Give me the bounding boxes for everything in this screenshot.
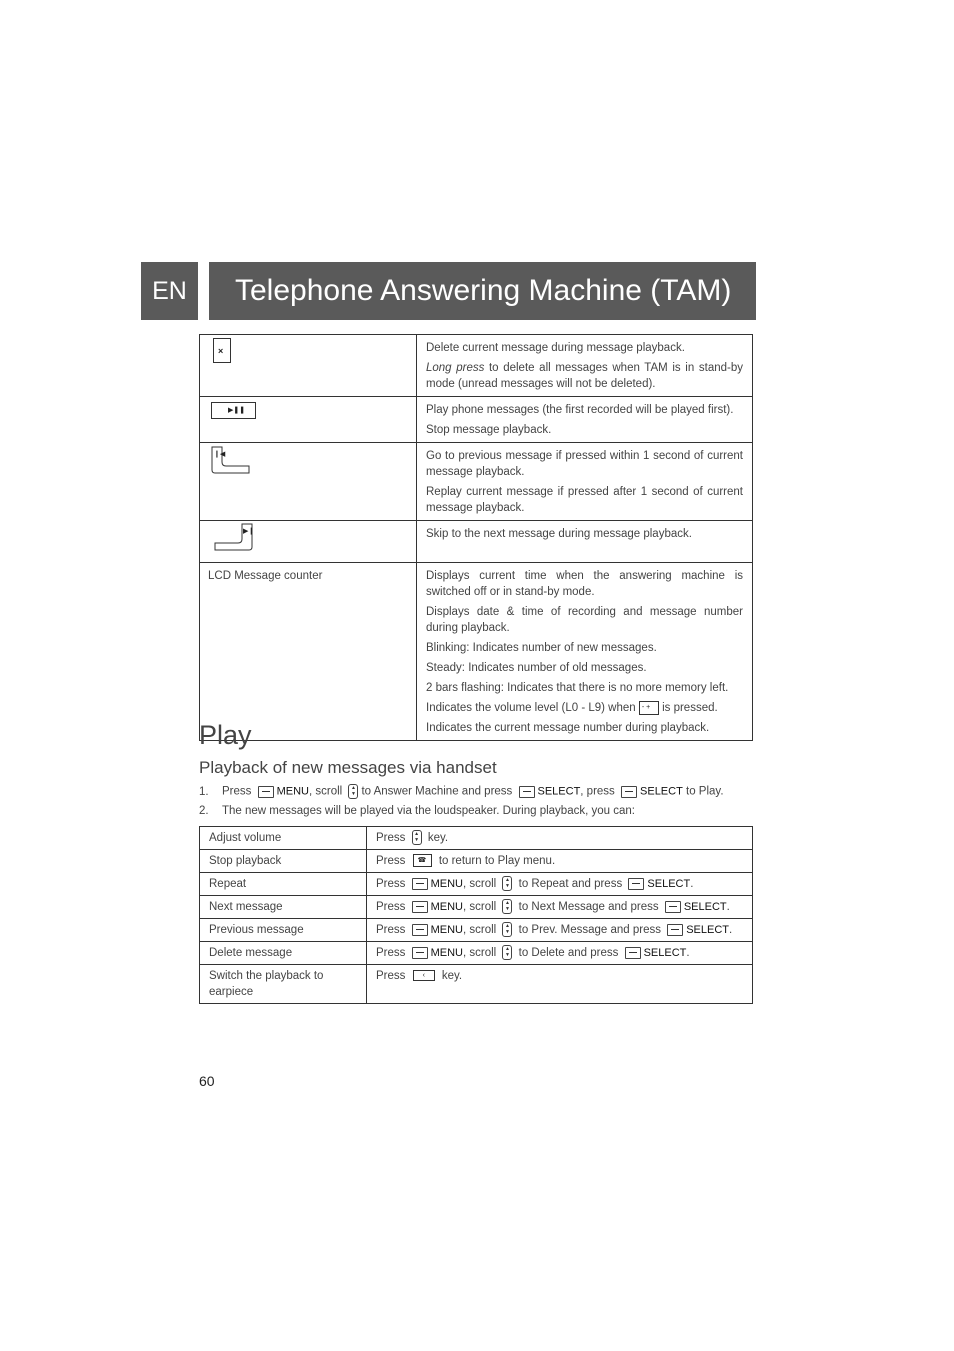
action-cell: Previous message <box>200 919 367 942</box>
instruction-text: . <box>728 924 733 936</box>
instruction-cell <box>367 896 753 919</box>
select-softkey-icon <box>625 947 641 959</box>
description-cell <box>417 443 753 521</box>
description-text: Go to previous message if pressed within 1 second of current message playback. <box>426 450 743 478</box>
description-cell <box>417 521 753 563</box>
step-text: , press <box>580 785 615 798</box>
description-text <box>426 700 743 716</box>
step-2 <box>199 805 635 817</box>
page-title-bar <box>209 262 756 320</box>
description-text: Stop message playback. <box>426 424 552 436</box>
description-text: Replay current message if pressed after 1 second of current message playback. <box>426 486 743 514</box>
instruction-text: key. <box>427 832 449 844</box>
lcd-counter-label: LCD Message counter <box>208 570 323 582</box>
description-text: Skip to the next message during message playback. <box>426 528 692 540</box>
play-stop-key-icon: ▶❚❚ <box>211 402 256 419</box>
description-text: is pressed. <box>658 702 718 714</box>
description-text: Steady: Indicates number of old messages. <box>426 662 647 674</box>
instruction-text: . <box>686 947 690 959</box>
scroll-key-icon: ▲ ▼ <box>502 945 512 960</box>
table-row <box>200 919 753 942</box>
page-title: Telephone Answering Machine (TAM) <box>235 274 732 307</box>
instruction-cell <box>367 873 753 896</box>
description-text: Displays current time when the answering machine is switched off or in stand-by mode. <box>426 570 743 598</box>
instruction-text: to Delete and press <box>518 947 619 959</box>
action-cell: Delete message <box>200 942 367 965</box>
instruction-cell <box>367 827 753 850</box>
step-number: 2. <box>199 805 209 817</box>
description-text: Play phone messages (the first recorded will be played first). <box>426 404 734 416</box>
description-text: 2 bars flashing: Indicates that there is no more memory left. <box>426 682 729 694</box>
language-code: EN <box>152 276 187 305</box>
menu-softkey-icon <box>412 947 428 959</box>
menu-softkey-icon <box>412 878 428 890</box>
section-heading-play: Play <box>199 720 252 750</box>
table-row <box>200 965 753 1004</box>
next-key-icon <box>211 523 253 553</box>
menu-softkey-icon <box>412 924 428 936</box>
description-text: Indicates the current message number during playback. <box>426 722 710 734</box>
previous-key-icon <box>211 446 253 476</box>
description-cell <box>417 397 753 443</box>
instruction-cell <box>367 919 753 942</box>
action-cell: Adjust volume <box>200 827 367 850</box>
description-text: to delete all messages when TAM is in stand-by mode (unread messages will not be deleted). <box>426 362 743 390</box>
description-text <box>426 360 743 392</box>
step-text: to Play. <box>686 785 724 798</box>
table-row <box>200 896 753 919</box>
action-cell: Repeat <box>200 873 367 896</box>
select-softkey-icon <box>628 878 644 890</box>
key-cell <box>200 397 417 443</box>
menu-softkey-icon <box>412 901 428 913</box>
instruction-text: , scroll <box>463 947 497 959</box>
emphasis-text: Long press <box>426 362 485 374</box>
end-call-key-icon: ☎ <box>413 854 432 867</box>
description-text: Displays date & time of recording and message number during playback. <box>426 606 743 634</box>
step-text: The new messages will be played via the loudspeaker. During playback, you can: <box>222 805 635 817</box>
action-cell: Stop playback <box>200 850 367 873</box>
instruction-text: . <box>690 878 694 890</box>
instruction-cell <box>367 942 753 965</box>
step-text: , scroll <box>309 785 343 798</box>
scroll-key-icon: ▲ ▼ <box>348 784 358 799</box>
description-text: Delete current message during message playback. <box>426 342 685 354</box>
table-row <box>200 397 753 443</box>
volume-key-icon: - + <box>639 701 659 715</box>
step-number: 1. <box>199 785 209 798</box>
select-softkey-icon <box>665 901 681 913</box>
action-cell: Next message <box>200 896 367 919</box>
step-1 <box>199 784 724 799</box>
key-cell <box>200 521 417 563</box>
subsection-heading: Playback of new messages via handset <box>199 758 497 777</box>
menu-label: MENU <box>430 901 463 913</box>
table-row <box>200 443 753 521</box>
menu-label: MENU <box>276 785 309 798</box>
menu-label: MENU <box>430 947 463 959</box>
select-label: SELECT <box>683 901 727 913</box>
handsfree-key-icon: ‹ <box>413 970 435 981</box>
step-text: Press <box>222 785 252 798</box>
instruction-text: Press <box>376 855 406 867</box>
menu-softkey-icon <box>258 786 274 798</box>
instruction-text: Press <box>376 924 406 936</box>
instruction-text: Press <box>376 832 406 844</box>
key-cell <box>200 563 417 741</box>
instruction-text: to return to Play menu. <box>438 855 556 867</box>
key-cell <box>200 443 417 521</box>
scroll-key-icon: ▲ ▼ <box>502 876 512 891</box>
description-cell <box>417 563 753 741</box>
description-text: Indicates the volume level (L0 - L9) when <box>426 702 639 714</box>
table-row <box>200 850 753 873</box>
instruction-text: Press <box>376 970 406 982</box>
select-softkey-icon <box>519 786 535 798</box>
table-row <box>200 563 753 741</box>
key-cell <box>200 335 417 397</box>
instruction-cell <box>367 850 753 873</box>
table-row <box>200 942 753 965</box>
table-row <box>200 335 753 397</box>
scroll-key-icon: ▲ ▼ <box>502 899 512 914</box>
instruction-text: Press <box>376 878 406 890</box>
select-softkey-icon <box>621 786 637 798</box>
playback-actions-table <box>199 826 753 1004</box>
table-row <box>200 521 753 563</box>
step-text: to Answer Machine and press <box>361 785 513 798</box>
delete-key-icon: × <box>213 338 231 363</box>
action-cell: Switch the playback to earpiece <box>200 965 367 1004</box>
description-cell <box>417 335 753 397</box>
table-row <box>200 827 753 850</box>
instruction-text: key. <box>441 970 463 982</box>
instruction-text: Press <box>376 901 406 913</box>
instruction-text: . <box>726 901 730 913</box>
scroll-key-icon: ▲ ▼ <box>412 830 422 845</box>
svg-text:❙◀: ❙◀ <box>214 450 226 458</box>
page-number: 60 <box>199 1073 215 1089</box>
instruction-text: to Next Message and press <box>518 901 659 913</box>
select-label: SELECT <box>643 947 687 959</box>
svg-text:▶❙: ▶❙ <box>243 527 255 535</box>
select-label: SELECT <box>640 785 683 798</box>
select-label: SELECT <box>537 785 581 798</box>
language-tab <box>141 262 198 320</box>
instruction-text: , scroll <box>463 924 497 936</box>
instruction-text: Press <box>376 947 406 959</box>
table-row <box>200 873 753 896</box>
menu-label: MENU <box>430 924 463 936</box>
select-label: SELECT <box>647 878 691 890</box>
select-label: SELECT <box>686 924 729 936</box>
instruction-text: to Repeat and press <box>518 878 623 890</box>
scroll-key-icon: ▲ ▼ <box>502 922 512 937</box>
description-text: Blinking: Indicates number of new messages. <box>426 642 657 654</box>
tam-keys-table <box>199 334 753 741</box>
menu-label: MENU <box>430 878 463 890</box>
instruction-cell <box>367 965 753 1004</box>
select-softkey-icon <box>667 924 683 936</box>
instruction-text: , scroll <box>463 878 497 890</box>
instruction-text: , scroll <box>463 901 497 913</box>
instruction-text: to Prev. Message and press <box>518 924 661 936</box>
